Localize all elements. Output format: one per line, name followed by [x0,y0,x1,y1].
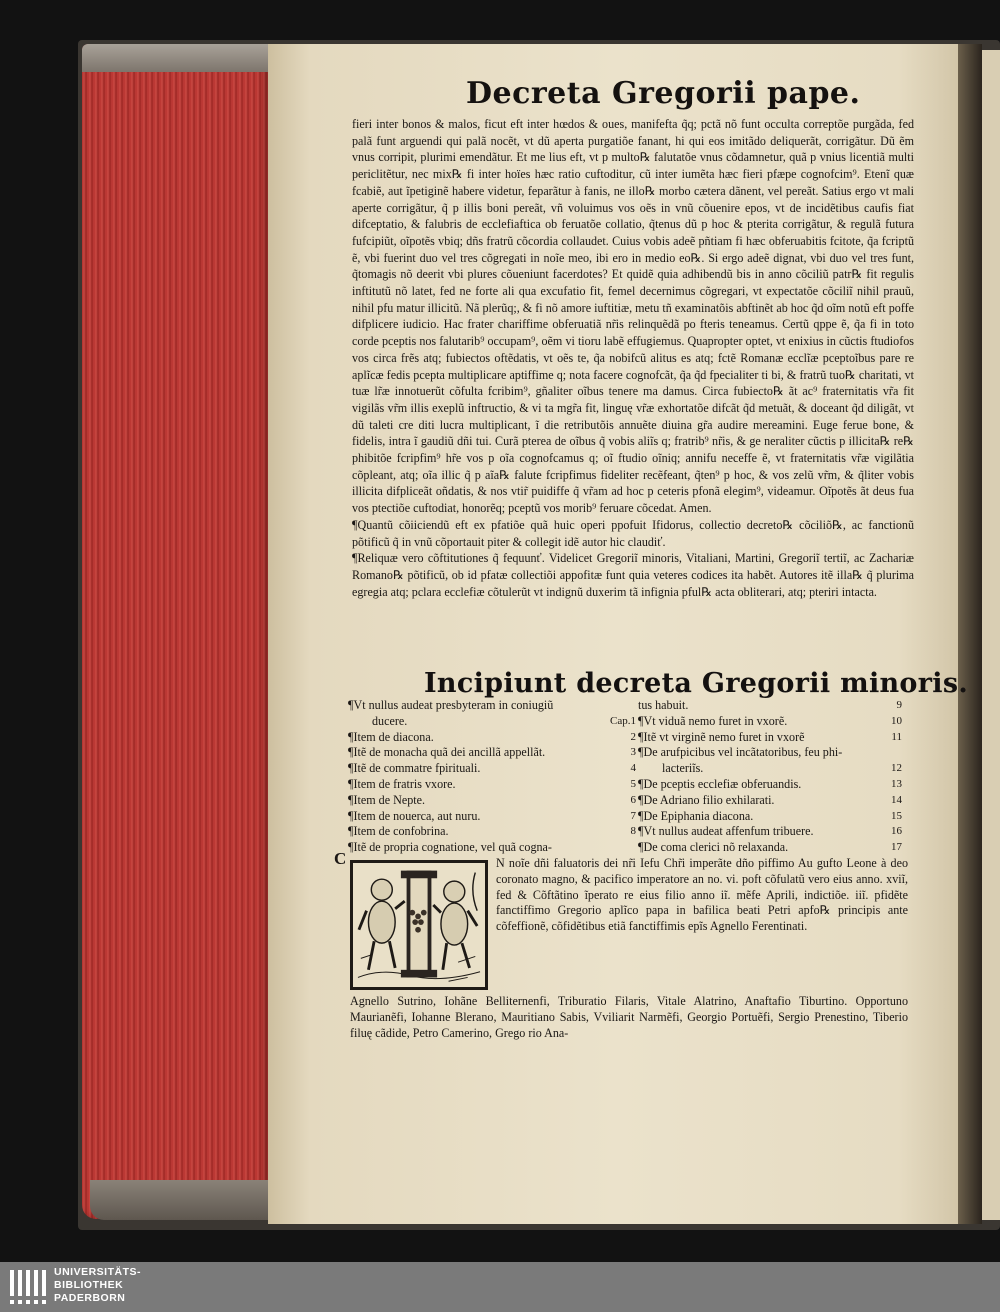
chapter-title: ¶Item de fratris vxore. [348,776,456,791]
chapter-title: ¶Itẽ vt virginẽ nemo furet in vxorẽ [638,729,805,744]
chapter-number [632,698,636,714]
chapter-list-item [638,840,902,856]
chapter-number: 14 [891,793,902,806]
red-page-edges [82,44,272,1219]
page-edge-bottom [90,1180,270,1220]
chapter-title: lacteriĩs. [662,761,704,776]
chapter-title: ¶Vt nullus audeat affenfum tribuere. [638,824,814,839]
binding-gutter [958,44,982,1224]
library-name-line: PADERBORN [54,1292,126,1304]
margin-marker: C [334,849,347,868]
chapter-title: ¶De arufpicibus vel incãtatoribus, feu phi- [638,745,843,760]
body-paragraph: ¶Quantũ cõiiciendũ eft ex pfatiõe quã huic operi ppofuit Ifidorus, collectio decreto℞ cõciliõ℞, ac fanctionũ põtificũ q̃ in vnũ cõportauit piter & collegit idẽ autor hic claudiť. [352,517,914,549]
chapter-list-item [348,698,636,714]
incipit-heading: Incipiunt decreta Gregorii minoris. [424,668,969,699]
chapter-number: Cap.1 [610,714,636,727]
university-library-logo-icon [8,1266,48,1308]
chapter-list-left [348,698,636,856]
chapter-title: ¶Itẽ de commatre fpirituali. [348,761,481,776]
chapter-number: 2 [630,730,636,743]
library-name [54,1266,141,1305]
chapter-list-item [638,777,902,793]
chapter-number: 8 [630,825,636,838]
chapter-number: 3 [630,746,636,759]
chapter-list-item [638,761,902,777]
chapter-number: 9 [896,699,902,711]
chapter-list-item [348,777,636,793]
chapter-list-item [638,730,902,746]
chapter-number: 16 [891,825,902,838]
chapter-number [898,745,902,761]
woodcut-illustration [353,863,485,987]
chapter-title: ¶Item de nouerca, aut nuru. [348,808,481,823]
library-name-line: BIBLIOTHEK [54,1279,124,1291]
running-header: Decreta Gregorii pape. [466,76,861,111]
chapter-number: 11 [891,730,902,743]
chapter-title: ¶De coma clerici nõ relaxanda. [638,840,789,855]
decree-continued-text: Agnello Sutrino, Iohãne Belliternenfi, Triburatio Filaris, Vitale Alatrino, Anaftafio Tiburtino. Opportuno Maurianẽfi, Iohanne Blerano, Mauritiano Sabis, Vviliarit Narmẽfi, Georgio Portuẽfi, Sergio Prenestino, Tiberio filuę cãdide, Petro Camerino, Grego rio Ana- [350,994,908,1040]
chapter-number [632,840,636,856]
chapter-number: 12 [891,762,902,775]
chapter-list-item [348,761,636,777]
main-text-block [352,116,914,600]
decree-opening-text: N noĩe dñi faluatoris dei nr̃i Iefu Chr̃i imperãte dño piffimo Au gufto Leone à deo coronato magno, & pacifico imperatore an no. vi. poft cõfulatũ vero eius anno. xviĩ, fed & Cõftãtino ĩperato re eius filio anno iĩ. mẽfe Aprili, indictiõe. iiĩ. pfidẽte fanctiffimo Gregorio aplĩco papa in bafilica beati Petri apfo℞ principis ante cõfeffionẽ, cõfidẽtibus etiã fanctiffimis epĩs Agnello Ferentinati. [496,856,908,934]
chapter-list-item [638,824,902,840]
chapter-title: ¶De pceptis ecclefiæ obferuandis. [638,776,802,791]
chapter-list-right [638,698,902,856]
chapter-title: ¶Vt nullus audeat presbyteram in coniugiũ [348,698,554,712]
chapter-list-item [348,824,636,840]
chapter-list-item [348,793,636,809]
chapter-number: 5 [630,777,636,790]
chapter-list-item [638,745,902,761]
library-footer-bar [0,1262,1000,1312]
chapter-list-item [638,698,902,714]
chapter-title: ¶Itẽ de propria cognatione, vel quã cogna- [348,840,552,855]
chapter-title: ducere. [372,713,408,728]
chapter-list-item [348,745,636,761]
chapter-title: ¶De Epiphania diacona. [638,808,754,823]
chapter-list-item [348,714,636,730]
chapter-list-item [638,714,902,730]
woodcut-initial-letter [350,860,488,990]
chapter-number: 6 [630,793,636,806]
chapter-number: 10 [891,714,902,727]
chapter-list-item [638,793,902,809]
chapter-title: ¶Vt viduã nemo furet in vxorẽ. [638,713,788,728]
chapter-list-item [348,840,636,856]
chapter-number: 4 [630,762,636,775]
chapter-number: 7 [630,809,636,822]
chapter-number: 15 [891,809,902,822]
chapter-title: ¶Item de Nepte. [348,792,426,807]
chapter-number: 13 [891,777,902,790]
page-edge-top [82,44,272,72]
chapter-number: 17 [891,841,902,854]
chapter-title: ¶Item de confobrina. [348,824,449,839]
chapter-list-item [638,809,902,825]
chapter-title: ¶Item de diacona. [348,729,434,744]
body-paragraph: fieri inter bonos & malos, ficut eft inter hœdos & oues, manifefta q̃q; pctã nõ funt occulta correptõe purgãda, fed palã funt arguendi qui palã nocẽt, vt dũ aperta purgatiõe fanant, hi qui eos imitãdo deliquerãt, corrigãtur. Dũ ẽm vnus corripit, plurimi emendãtur. Et me lius eft, vt p multo℞ falutatõe vnus cõdamnetur, quã p vnius licentiã multi periclitẽtur, nec mix℞ fi inter hoïes hæc ratio cuftoditur, cũ inter iumẽta hæc fieri pfæpe cognofcim⁹. Etenĩ quæ fcabiẽ, aut ĩpetiginẽ habere videtur, feparãtur à fanis, ne illo℞ morbo cætera dãnent, vel pereãt. Satius ergo vt mali aperte corrigãtur, q̃ p illis boni pereãt, vñ voluimus vos oẽs in vnũ cõuenire epos, vt de incidẽtibus caufis fiat difceptatio, & falubris de ecclefiaftica ob feruatõe collatio, q̃tenus dũ p hoc & pterita corrigãtur, & regulã futura fufcipiũt, oĩpotẽs vbiq; dñs fratrũ cõcordia collaudet. Cuius vobis adeẽ pñtiam fi hæc obferuabitis fcitote, q̃a fcriptũ ẽ, vbi fuerint duo vel tres cõgregati in noĩe meo, ibi ero in medio eo℞. Si ergo adeẽ dignat, vbi duo vel tres funt, q̃tomagis nõ deerit vbi plures cõueniunt facerdotes? Et quidẽ quia adhibendũ bis in anno cõciliũ patr℞ fit regulis inftitutũ nõ latet, fed ne forte ali qua excufatio fit, femel decernimus cõgregari, vt expectatõe cõciliĩ nihil prauũ, nihil pfu matur illicitũ. Nã plerũq;, & fi nõ amore iuftitiæ, metu tñ examinatõis abftinẽt ab hoc q̃d oĩm notũ eft poffe difplicere iudicio. Hac frater chariffime obferuatiã nr̃is relinquẽdã po fteris teneamus. Certũ qppe ẽ, q̃a fi in toto corde pceptis nos falutarib⁹ occupam⁹, oẽm vi tioru labẽ effugiemus. Quapropter optet, vt enixius in cũctis ftudiofos vos circa frẽs atq; fubiectos oftẽdatis, vt oẽs te, q̃a nobifcũ alitus es atq; fctẽ Romanæ ecclĩæ pceptoĩbus pare re aplĩcæ fedis pcepta multiplicare aptiffime q; nota facere cognofcãt, q̃a q̃d fpecialiter ti bi, & fratrũ tuo℞ charitati, vt tuæ lr̃æ innotuerũt cõfulta fcribim⁹, gñaliter oĩbus tenere ma damus. Circa fubiecto℞ ãt ac⁹ fraternitatis vr̃a fit vigilãs vr̃m illis exeplũ inftructio, & vi ta mgr̃a fit, linguę vr̃æ exhortatõe difcãt q̃d metuãt, & doceant q̃d diligãt, vt dũ taleti cre diti lucra multiplicant, ĩ die retributõis annuẽte diuina gr̃a audire mereamini. Euge ferue bone, & fidelis, intra ĩ gaudiũ dñi tui. Curã pterea de oĩbus q̃ vobis aliĩs q; fratrib⁹ nr̃is, & ge neraliter cũctis p illicita℞ re℞ phibitõe fcripfim⁹ hr̃e vos p oĩa cognofcamus q; oĩ ftudio oĩniq; annifu neceffe ẽ, vt fraternitatis vr̃æ vigilãtia cõpleant, atq; oĩa illic q̃ p aĩa℞ falute fcripfimus fideliter recẽfeant, q̃ten⁹ p hoc, & vos zelũ vr̃m, & q̃liter vobis illicita difpliceãt oñdatis, & nos vtir̃ puidiffe q̃ vr̃am ad hoc p ceteris pfonã elegim⁹, videamur. Oĩpotẽs ãt deus fua vos ptectiõe cuftodiat, honorẽq; pceptũ vos morib⁹ feruare cõcedat. Amen. [352,117,914,516]
chapter-title: tus habuit. [638,698,689,712]
chapter-list-item [348,809,636,825]
chapter-title: ¶De Adriano filio exhilarati. [638,792,775,807]
chapter-list-item [348,730,636,746]
body-paragraph: ¶Reliquæ vero cõftitutiones q̃ fequunť. Videlicet Gregoriĩ minoris, Vitaliani, Martini, Gregoriĩ tertiĩ, ac Zachariæ Romano℞ põtificũ, ob id pfatæ collectiõi appofitæ funt quia veteres codices ita habẽt. Autores itẽ illa℞ q̃ plurima egregia atq; pclara ecclefiæ cõtulerũt vt indignũ duxerim tã infignia pful℞ acta obliterari, atq; pteriri intacta. [352,551,914,599]
chapter-title: ¶Itẽ de monacha quã dei ancillã appellãt. [348,745,546,760]
library-name-line: UNIVERSITÄTS- [54,1266,142,1278]
